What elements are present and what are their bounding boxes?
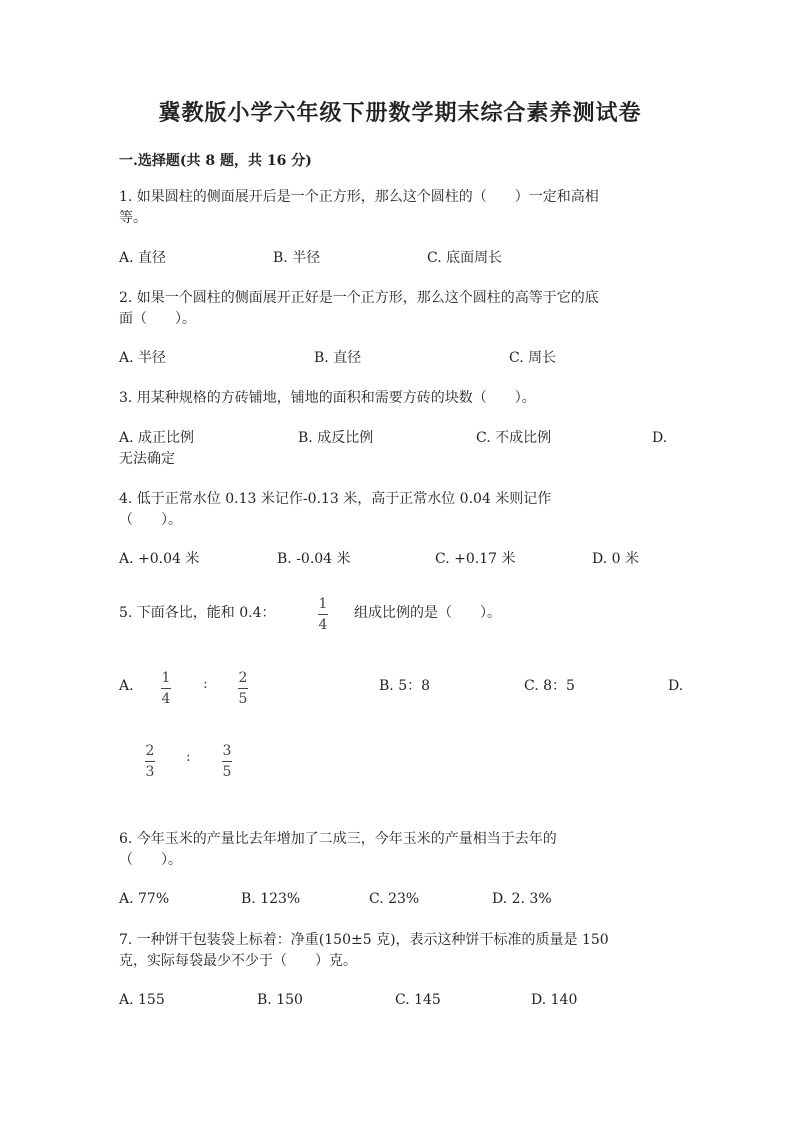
ratio-colon: : [186,749,191,765]
fraction-numerator: 2 [238,670,248,686]
fraction-numerator: 2 [145,743,155,759]
fraction-denominator: 5 [238,691,248,707]
question-2-option-a: A. 半径 [119,350,167,366]
question-5-option-b: B. 5：8 [379,678,431,694]
question-5-option-a-fraction-1 [161,670,171,707]
question-5-fraction [318,596,328,633]
question-1-option-b: B. 半径 [273,250,321,266]
fraction-bar [222,761,232,762]
fraction-numerator: 1 [161,670,171,686]
question-7-option-c: C. 145 [395,992,441,1008]
question-3-option-a: A. 成正比例 [119,430,195,446]
question-5-option-d-label: D. [668,678,684,694]
question-1-option-c: C. 底面周长 [427,250,503,266]
question-4-option-a: A. +0.04 米 [119,551,200,567]
fraction-bar [161,688,171,689]
page-title: 冀教版小学六年级下册数学期末综合素养测试卷 [158,100,642,126]
question-6-option-b: B. 123% [241,891,301,907]
question-2-option-c: C. 周长 [509,350,557,366]
question-7-text-cont: 克，实际每袋最少不少于（ ）克。 [119,953,357,969]
question-5-option-a-label: A. [119,678,134,694]
fraction-denominator: 4 [161,691,171,707]
ratio-colon: : [203,676,208,692]
question-4-option-d: D. 0 米 [592,551,639,567]
question-5-option-d-fraction-2 [222,743,232,780]
question-4-option-b: B. -0.04 米 [277,551,351,567]
question-1-option-a: A. 直径 [119,250,167,266]
question-5-option-d-fraction-1 [145,743,155,780]
question-6-option-c: C. 23% [369,891,420,907]
question-2-text-cont: 面（ ）。 [119,311,196,327]
question-1-text-cont: 等。 [119,210,147,226]
question-2-option-b: B. 直径 [314,350,362,366]
question-3-option-b: B. 成反比例 [298,430,374,446]
question-1-text: 1. 如果圆柱的侧面展开后是一个正方形，那么这个圆柱的（ ）一定和高相 [119,189,599,205]
question-4-text: 4. 低于正常水位 0.13 米记作-0.13 米，高于正常水位 0.04 米则记作 [119,491,552,507]
question-5-option-a-fraction-2 [238,670,248,707]
fraction-bar [238,688,248,689]
fraction-denominator: 3 [145,764,155,780]
fraction-denominator: 5 [222,764,232,780]
section-heading: 一.选择题(共 8 题，共 16 分) [119,153,312,169]
question-7-option-b: B. 150 [257,992,303,1008]
question-6-option-d: D. 2. 3% [492,891,552,907]
question-7-text: 7. 一种饼干包装袋上标着：净重(150±5 克)，表示这种饼干标准的质量是 150 [119,932,609,948]
fraction-denominator: 4 [318,617,328,633]
question-4-option-c: C. +0.17 米 [435,551,516,567]
question-5-option-c: C. 8：5 [524,678,575,694]
fraction-numerator: 3 [222,743,232,759]
question-6-text: 6. 今年玉米的产量比去年增加了二成三，今年玉米的产量相当于去年的 [119,831,557,847]
question-3-option-c: C. 不成比例 [476,430,552,446]
question-5-text-cont: 组成比例的是（ ）。 [354,605,501,621]
question-7-option-d: D. 140 [531,992,578,1008]
question-7-option-a: A. 155 [119,992,165,1008]
fraction-bar [145,761,155,762]
question-6-text-cont: （ ）。 [119,852,182,868]
question-3-text: 3. 用某种规格的方砖铺地，铺地的面积和需要方砖的块数（ ）。 [119,390,536,406]
question-6-option-a: A. 77% [119,891,170,907]
fraction-numerator: 1 [318,596,328,612]
question-4-text-cont: （ ）。 [119,512,182,528]
question-2-text: 2. 如果一个圆柱的侧面展开正好是一个正方形，那么这个圆柱的高等于它的底 [119,290,599,306]
question-3-option-d: D. [652,430,668,446]
fraction-bar [318,614,328,615]
question-3-option-d-text: 无法确定 [119,451,175,467]
question-5-text: 5. 下面各比，能和 0.4： [119,605,276,621]
